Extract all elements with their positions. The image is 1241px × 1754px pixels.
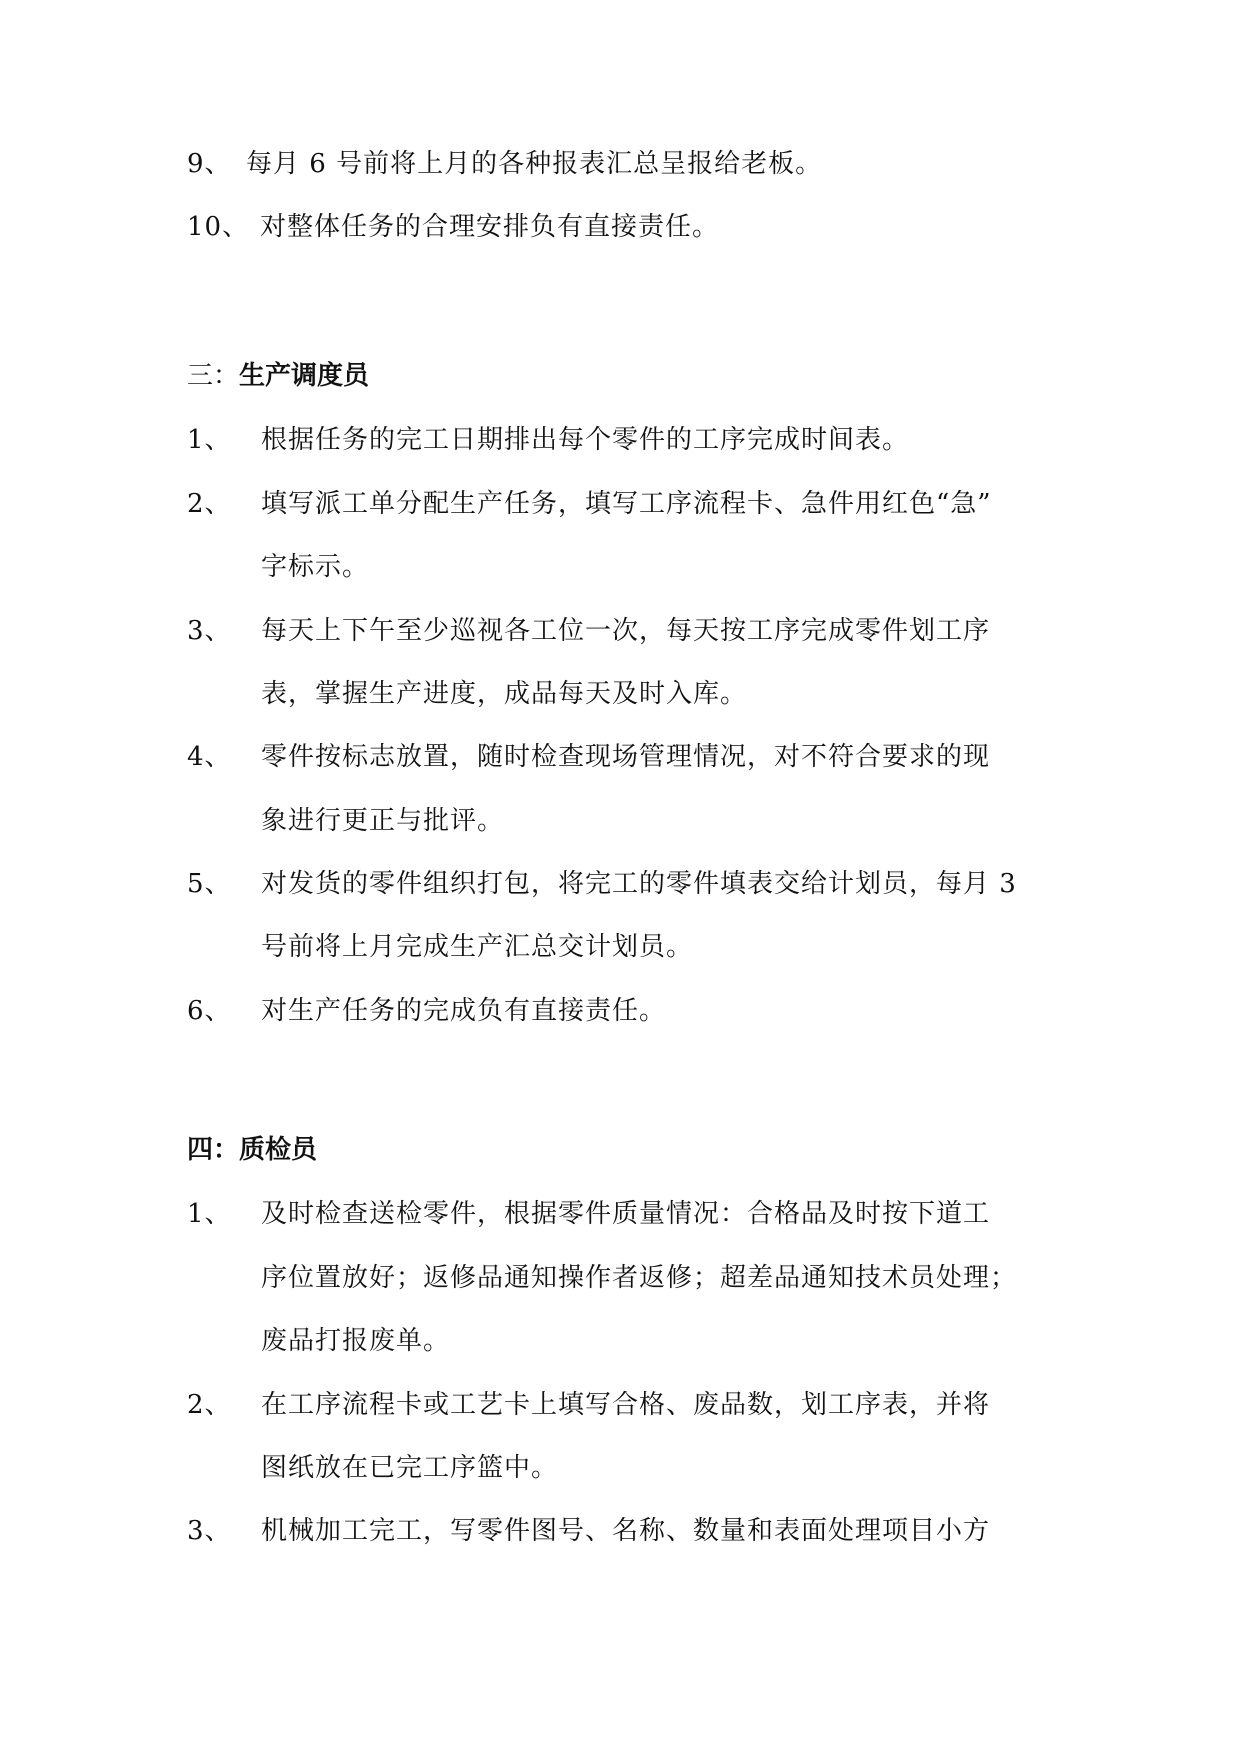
item-number: 1、 [187, 1199, 232, 1229]
item-text: 废品打报废单。 [261, 1326, 451, 1356]
section-heading [187, 1130, 317, 1170]
item-text: 号前将上月完成生产汇总交计划员。 [261, 932, 694, 962]
item-text: 图纸放在已完工序篮中。 [261, 1453, 559, 1483]
item-text: 象进行更正与批评。 [261, 806, 505, 836]
item-number: 2、 [187, 489, 232, 519]
item-text: 字标示。 [261, 552, 370, 582]
item-text: 对发货的零件组织打包，将完工的零件填表交给计划员，每月 3 [261, 869, 1017, 899]
item-text: 对生产任务的完成负有直接责任。 [261, 996, 667, 1026]
section-heading [187, 356, 369, 396]
item-text: 表，掌握生产进度，成品每天及时入库。 [261, 679, 748, 709]
item-text: 零件按标志放置，随时检查现场管理情况，对不符合要求的现 [261, 742, 991, 772]
section-prefix: 三： [187, 361, 240, 391]
item-text: 每天上下午至少巡视各工位一次，每天按工序完成零件划工序 [261, 616, 991, 646]
item-number: 6、 [187, 996, 232, 1026]
section-prefix: 四： [187, 1135, 240, 1165]
item-text: 填写派工单分配生产任务，填写工序流程卡、急件用红色“急” [261, 489, 992, 519]
item-text: 每月 6 号前将上月的各种报表汇总呈报给老板。 [246, 149, 823, 179]
item-number: 9、 [187, 149, 232, 179]
item-text: 机械加工完工，写零件图号、名称、数量和表面处理项目小方 [261, 1516, 991, 1546]
item-text: 在工序流程卡或工艺卡上填写合格、废品数，划工序表，并将 [261, 1390, 991, 1420]
item-text: 序位置放好；返修品通知操作者返修；超差品通知技术员处理； [261, 1263, 1018, 1293]
item-number: 5、 [187, 869, 232, 899]
item-number: 4、 [187, 742, 232, 772]
section-title: 质检员 [239, 1135, 318, 1165]
item-text: 根据任务的完工日期排出每个零件的工序完成时间表。 [261, 425, 910, 455]
item-text: 对整体任务的合理安排负有直接责任。 [260, 212, 720, 242]
item-number: 3、 [187, 1516, 232, 1546]
item-text: 及时检查送检零件，根据零件质量情况：合格品及时按下道工 [261, 1199, 991, 1229]
section-title: 生产调度员 [239, 361, 370, 391]
item-number: 1、 [187, 425, 232, 455]
item-number: 2、 [187, 1390, 232, 1420]
item-number: 3、 [187, 616, 232, 646]
item-number: 10、 [187, 212, 250, 242]
